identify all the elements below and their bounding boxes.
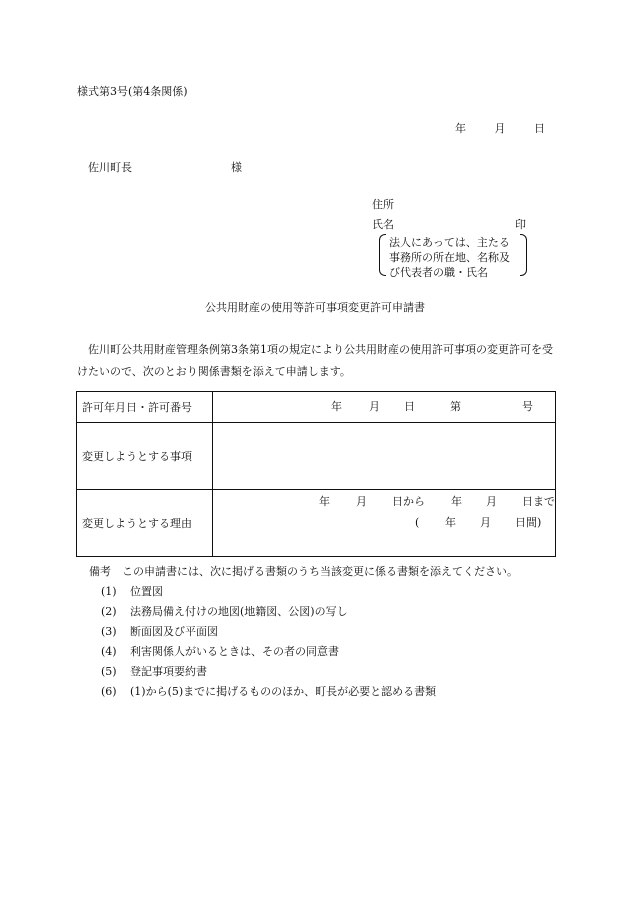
permit-month-label: 月 [369,400,380,413]
remarks-item-number: (1) [101,585,117,598]
permit-go-label: 号 [522,400,533,413]
remarks-item-text: 利害関係人がいるときは、その者の同意書 [130,645,339,658]
remarks-item [101,646,339,657]
corp-note-line: 事務所の所在地、名称及 [389,251,510,264]
corporation-note [379,234,527,279]
application-table [76,391,556,557]
remarks-item-text: (1)から(5)までに掲げるもののほか、町長が必要と認める書類 [130,685,437,698]
body-paragraph: 佐川町公共用財産管理条例第3条第1項の規定により公共用財産の使用許可事項の変更許可を受けたいので、次のとおり関係書類を添えて申請します。 [77,343,553,378]
remarks-item-number: (6) [101,685,117,698]
permit-day-label: 日 [404,400,415,413]
permit-dai-label: 第 [450,400,461,413]
remarks-item-number: (2) [101,605,117,618]
seal-mark: 印 [515,218,526,231]
table-row [77,490,556,557]
remarks-item-number: (4) [101,645,117,658]
remarks-item-number: (5) [101,665,117,678]
change-reason-cell[interactable] [213,490,556,557]
remarks-heading: 備考 この申請書には、次に掲げる書類のうち当該変更に係る書類を添えてください。 [89,565,518,578]
remarks-item [101,686,436,697]
date-month-label: 月 [494,122,506,135]
duration-month-label: 月 [480,516,491,529]
from-year-label: 年 [319,495,330,508]
to-year-label: 年 [451,495,462,508]
date-day-label: 日 [534,122,545,135]
table-row [77,392,556,423]
duration-year-label: 年 [445,516,456,529]
remarks-item-text: 登記事項要約書 [130,665,207,678]
addressee-honorific: 様 [231,161,242,174]
duration-day-label: 日間) [515,516,542,529]
remarks-item [101,606,348,617]
permit-year-label: 年 [331,400,342,413]
remarks-item-text: 位置図 [130,585,163,598]
corp-note-line: び代表者の職・氏名 [389,266,488,279]
date-year-label: 年 [455,122,466,135]
addressee [88,161,242,174]
remarks-item-number: (3) [101,625,117,638]
permit-date-number-label: 許可年月日・許可番号 [77,392,213,423]
to-day-label: 日まで [522,495,555,508]
remarks-item [101,626,218,637]
remarks-item-text: 断面図及び平面図 [130,625,218,638]
change-reason-label: 変更しようとする理由 [77,490,213,557]
date-line [455,123,545,134]
change-item-cell[interactable] [213,423,556,490]
applicant-name-label: 氏名 [372,218,394,231]
remarks-item [101,586,163,597]
right-bracket [520,234,527,276]
form-number: 様式第3号(第4条関係) [77,85,188,98]
from-month-label: 月 [356,495,367,508]
document-title: 公共用財産の使用等許可事項変更許可申請書 [205,301,425,314]
change-item-label: 変更しようとする事項 [77,423,213,490]
permit-date-number-cell[interactable] [213,392,556,423]
applicant-address-label: 住所 [372,198,394,211]
from-day-label: 日から [392,495,425,508]
duration-paren-open: ( [415,516,420,529]
remarks-item [101,666,207,677]
left-bracket [379,234,386,276]
remarks-item-text: 法務局備え付けの地図(地籍図、公図)の写し [130,605,348,618]
corp-note-line: 法人にあっては、主たる [389,236,510,249]
table-row [77,423,556,490]
addressee-name: 佐川町長 [88,161,132,174]
to-month-label: 月 [486,495,497,508]
